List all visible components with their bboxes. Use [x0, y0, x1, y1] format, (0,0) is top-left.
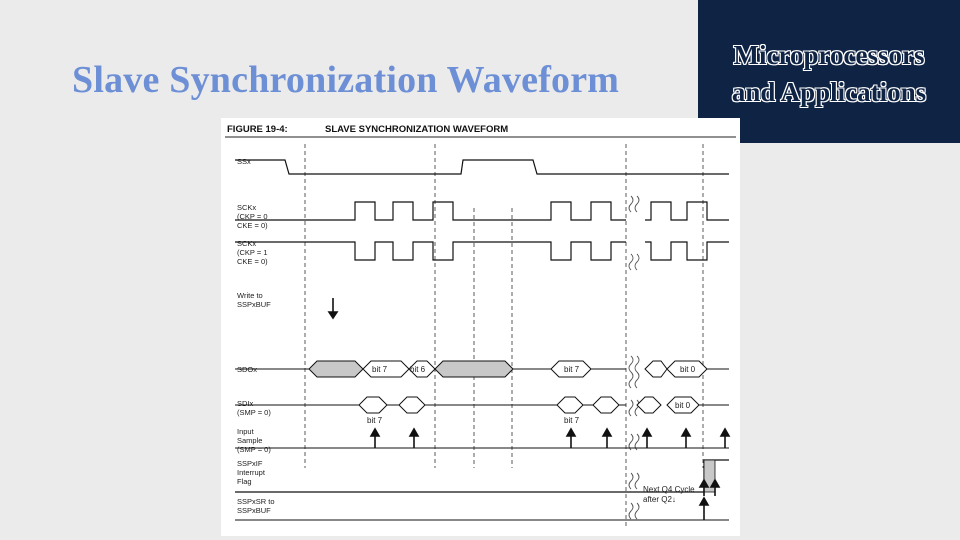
- sckx-ckp1-waveform: [235, 242, 729, 260]
- signal-label: SSx: [237, 157, 251, 166]
- sdix-cell: [557, 397, 583, 413]
- sdox-label: bit 7: [564, 365, 580, 374]
- signal-label: Flag: [237, 477, 252, 486]
- signal-label: (SMP = 0): [237, 445, 271, 454]
- signal-label: (CKP = 1: [237, 248, 268, 257]
- signal-label: SSPxBUF: [237, 506, 271, 515]
- break-mark: [629, 400, 639, 416]
- sdix-label: bit 7: [367, 416, 383, 425]
- sdix-bus: [235, 397, 729, 425]
- slide-title: Slave Synchronization Waveform: [72, 59, 620, 101]
- ssx-waveform: [235, 160, 729, 174]
- signal-label: SSPxIF: [237, 459, 263, 468]
- break-marks: [629, 196, 639, 519]
- sdix-cell: [637, 397, 661, 413]
- break-mark: [629, 372, 639, 388]
- sdix-cell: [399, 397, 425, 413]
- sdix-label: bit 7: [564, 416, 580, 425]
- signal-label: SCKx: [237, 239, 257, 248]
- signal-label: (SMP = 0): [237, 408, 271, 417]
- break-mark: [629, 196, 639, 212]
- sdox-label: bit 6: [410, 365, 426, 374]
- sdox-hatched-cell: [435, 361, 513, 377]
- sdix-label: bit 0: [675, 401, 691, 410]
- break-mark: [629, 503, 639, 519]
- signal-label: Write to: [237, 291, 263, 300]
- sdox-hatched-cell: [309, 361, 363, 377]
- break-mark: [629, 254, 639, 270]
- input-sample-arrows: [371, 429, 729, 448]
- note-line-2: after Q2↓: [643, 495, 676, 504]
- sdix-cell: [593, 397, 619, 413]
- signal-label: Input: [237, 427, 254, 436]
- signal-label: SSPxBUF: [237, 300, 271, 309]
- timing-diagram: [221, 118, 740, 536]
- figure-caption: SLAVE SYNCHRONIZATION WAVEFORM: [325, 124, 509, 135]
- signal-label: Sample: [237, 436, 263, 445]
- figure-number: FIGURE 19-4:: [227, 124, 288, 135]
- sckx-ckp0-waveform: [235, 202, 729, 220]
- signal-label: SDIx: [237, 399, 254, 408]
- course-title-line-1: Microprocessors: [733, 40, 925, 70]
- write-sspxbuf-arrow: [329, 298, 337, 318]
- break-mark: [629, 356, 639, 372]
- sdox-cell: [645, 361, 667, 377]
- timing-diagram-svg: [221, 118, 740, 536]
- sdox-bus: [235, 361, 729, 377]
- break-mark: [629, 473, 639, 489]
- sdix-cell: [359, 397, 387, 413]
- signal-labels: [237, 157, 275, 515]
- signal-label: CKE = 0): [237, 221, 268, 230]
- sspxsr-arrow: [700, 498, 708, 520]
- sdox-label: bit 7: [372, 365, 388, 374]
- note-line-1: Next Q4 Cycle: [643, 485, 695, 494]
- signal-label: (CKP = 0: [237, 212, 268, 221]
- signal-label: CKE = 0): [237, 257, 268, 266]
- signal-label: SSPxSR to: [237, 497, 275, 506]
- sdox-label: bit 0: [680, 365, 696, 374]
- course-title-line-2: and Applications: [731, 77, 927, 107]
- signal-label: SDOx: [237, 365, 258, 374]
- signal-label: SCKx: [237, 203, 257, 212]
- signal-label: Interrupt: [237, 468, 265, 477]
